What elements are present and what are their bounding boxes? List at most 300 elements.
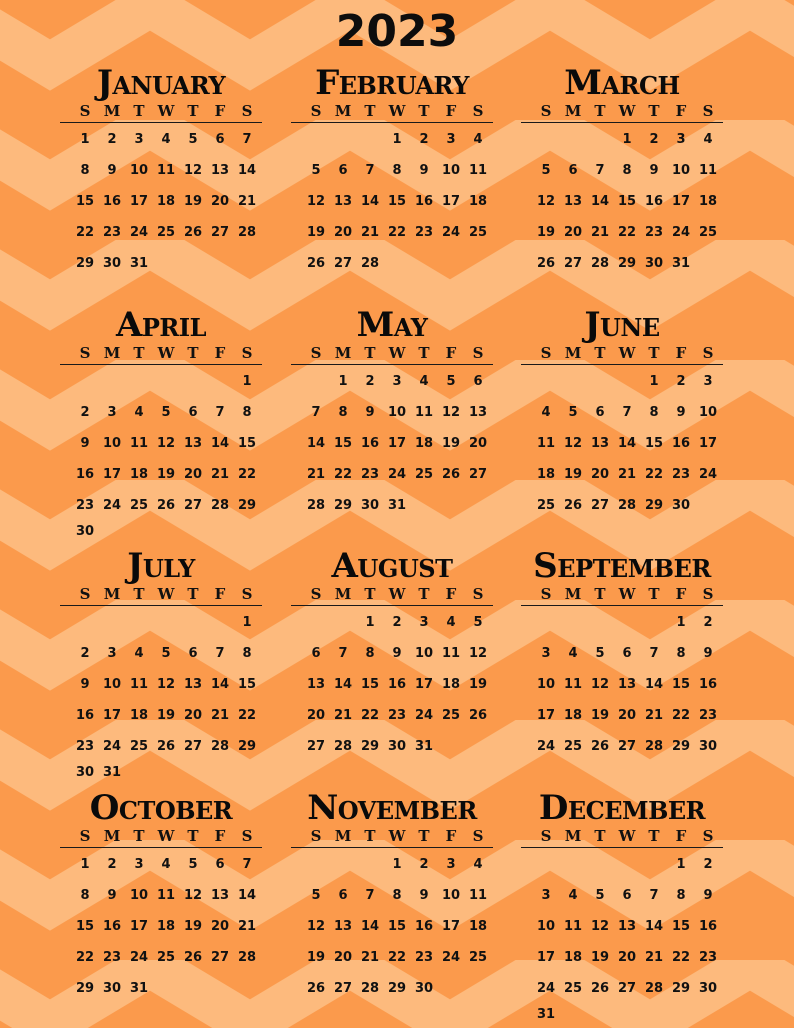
- day-number: 9: [107, 888, 117, 903]
- day-number: 31: [536, 1007, 556, 1022]
- day-number: 3: [446, 132, 456, 147]
- day-number: 30: [644, 256, 664, 271]
- weekday-label: M: [103, 827, 121, 845]
- day-number: 18: [129, 708, 149, 723]
- month-september: [517, 547, 727, 766]
- day-number: 14: [590, 194, 610, 209]
- day-number: 17: [536, 950, 556, 965]
- day-number: 14: [360, 919, 380, 934]
- day-number: 12: [306, 194, 326, 209]
- day-number: 26: [306, 256, 326, 271]
- day-number: 6: [215, 857, 225, 872]
- day-number: 13: [333, 194, 353, 209]
- day-number: 17: [102, 467, 122, 482]
- month-name: October: [89, 788, 233, 828]
- day-number: 13: [590, 436, 610, 451]
- weekday-label: S: [241, 102, 253, 120]
- day-number: 6: [473, 374, 483, 389]
- day-number: 20: [306, 708, 326, 723]
- day-number: 18: [698, 194, 718, 209]
- weekday-label: M: [564, 102, 582, 120]
- day-number: 30: [671, 498, 691, 513]
- weekday-label: T: [364, 827, 376, 845]
- day-number: 6: [338, 163, 348, 178]
- day-number: 29: [617, 256, 637, 271]
- day-number: 11: [156, 163, 176, 178]
- day-number: 15: [333, 436, 353, 451]
- day-number: 4: [134, 405, 144, 420]
- day-number: 15: [617, 194, 637, 209]
- day-number: 31: [387, 498, 407, 513]
- day-number: 6: [622, 646, 632, 661]
- day-number: 4: [568, 888, 578, 903]
- day-number: 27: [183, 739, 203, 754]
- day-number: 14: [237, 163, 257, 178]
- day-number: 2: [392, 615, 402, 630]
- day-number: 13: [210, 163, 230, 178]
- day-number: 9: [703, 646, 713, 661]
- day-number: 3: [676, 132, 686, 147]
- weekday-label: F: [675, 344, 687, 362]
- day-number: 16: [414, 919, 434, 934]
- day-number: 14: [644, 919, 664, 934]
- day-number: 22: [671, 708, 691, 723]
- day-number: 12: [536, 194, 556, 209]
- day-number: 28: [333, 739, 353, 754]
- day-number: 26: [156, 739, 176, 754]
- day-number: 4: [568, 646, 578, 661]
- day-number: 5: [595, 646, 605, 661]
- weekday-label: T: [594, 102, 606, 120]
- weekday-header: [521, 585, 723, 606]
- day-number: 6: [188, 405, 198, 420]
- weekday-label: T: [133, 102, 145, 120]
- day-number: 20: [210, 194, 230, 209]
- weekday-label: S: [241, 344, 253, 362]
- day-number: 25: [563, 981, 583, 996]
- weekday-label: W: [157, 102, 175, 120]
- day-number: 29: [75, 981, 95, 996]
- day-number: 1: [338, 374, 348, 389]
- day-number: 23: [75, 739, 95, 754]
- day-number: 28: [590, 256, 610, 271]
- day-number: 28: [617, 498, 637, 513]
- day-number: 24: [102, 498, 122, 513]
- weekday-label: W: [388, 827, 406, 845]
- day-number: 30: [698, 739, 718, 754]
- weekday-label: S: [472, 344, 484, 362]
- day-number: 8: [622, 163, 632, 178]
- weekday-label: S: [472, 585, 484, 603]
- day-number: 9: [365, 405, 375, 420]
- day-number: 23: [387, 708, 407, 723]
- day-number: 8: [365, 646, 375, 661]
- weekday-label: T: [418, 344, 430, 362]
- day-number: 19: [536, 225, 556, 240]
- weekday-label: T: [648, 102, 660, 120]
- weekday-header: [291, 344, 493, 365]
- day-number: 1: [365, 615, 375, 630]
- day-number: 25: [536, 498, 556, 513]
- day-number: 23: [671, 467, 691, 482]
- day-number: 19: [441, 436, 461, 451]
- day-number: 19: [156, 467, 176, 482]
- day-number: 31: [129, 981, 149, 996]
- day-number: 8: [649, 405, 659, 420]
- weekday-label: M: [103, 585, 121, 603]
- day-number: 27: [617, 739, 637, 754]
- day-number: 19: [183, 919, 203, 934]
- weekday-label: M: [564, 585, 582, 603]
- day-number: 12: [156, 436, 176, 451]
- day-number: 3: [541, 646, 551, 661]
- day-number: 22: [671, 950, 691, 965]
- month-days: [521, 848, 723, 1022]
- month-august: [287, 547, 497, 766]
- day-number: 29: [387, 981, 407, 996]
- weekday-label: S: [540, 585, 552, 603]
- day-number: 8: [338, 405, 348, 420]
- weekday-header: [291, 585, 493, 606]
- day-number: 12: [563, 436, 583, 451]
- day-number: 27: [468, 467, 488, 482]
- day-number: 31: [671, 256, 691, 271]
- day-number: 27: [333, 256, 353, 271]
- day-number: 22: [644, 467, 664, 482]
- day-number: 19: [468, 677, 488, 692]
- day-number: 21: [237, 919, 257, 934]
- weekday-label: T: [594, 585, 606, 603]
- weekday-label: S: [310, 585, 322, 603]
- day-number: 16: [698, 677, 718, 692]
- day-number: 17: [536, 708, 556, 723]
- day-number: 17: [414, 677, 434, 692]
- day-number: 24: [536, 981, 556, 996]
- day-number: 10: [387, 405, 407, 420]
- day-number: 25: [156, 950, 176, 965]
- day-number: 4: [161, 132, 171, 147]
- day-number: 12: [590, 919, 610, 934]
- day-number: 16: [387, 677, 407, 692]
- day-number: 21: [590, 225, 610, 240]
- day-number: 7: [338, 646, 348, 661]
- day-number: 4: [134, 646, 144, 661]
- day-number: 28: [210, 498, 230, 513]
- day-number: 23: [698, 950, 718, 965]
- month-name: January: [96, 63, 226, 103]
- day-number: 22: [387, 950, 407, 965]
- day-number: 20: [617, 950, 637, 965]
- day-number: 25: [129, 739, 149, 754]
- day-number: 6: [215, 132, 225, 147]
- weekday-label: T: [418, 585, 430, 603]
- weekday-label: F: [214, 585, 226, 603]
- day-number: 21: [306, 467, 326, 482]
- day-number: 12: [183, 888, 203, 903]
- weekday-label: M: [564, 344, 582, 362]
- day-number: 8: [242, 646, 252, 661]
- month-march: [517, 64, 727, 283]
- day-number: 18: [156, 194, 176, 209]
- day-number: 18: [129, 467, 149, 482]
- day-number: 14: [333, 677, 353, 692]
- weekday-label: T: [364, 102, 376, 120]
- day-number: 3: [134, 857, 144, 872]
- weekday-label: T: [648, 344, 660, 362]
- day-number: 26: [468, 708, 488, 723]
- day-number: 3: [134, 132, 144, 147]
- day-number: 14: [237, 888, 257, 903]
- weekday-label: T: [648, 827, 660, 845]
- weekday-label: T: [187, 827, 199, 845]
- month-days: [291, 123, 493, 283]
- day-number: 28: [237, 950, 257, 965]
- day-number: 1: [242, 374, 252, 389]
- day-number: 2: [107, 857, 117, 872]
- day-number: 9: [649, 163, 659, 178]
- day-number: 15: [75, 919, 95, 934]
- day-number: 21: [210, 467, 230, 482]
- weekday-header: [521, 827, 723, 848]
- day-number: 21: [237, 194, 257, 209]
- weekday-label: T: [648, 585, 660, 603]
- day-number: 8: [80, 888, 90, 903]
- day-number: 16: [102, 194, 122, 209]
- day-number: 31: [102, 765, 122, 780]
- day-number: 30: [387, 739, 407, 754]
- day-number: 1: [80, 132, 90, 147]
- day-number: 2: [649, 132, 659, 147]
- day-number: 14: [210, 436, 230, 451]
- day-number: 7: [215, 646, 225, 661]
- day-number: 31: [129, 256, 149, 271]
- day-number: 23: [102, 950, 122, 965]
- month-june: [517, 306, 727, 525]
- day-number: 14: [210, 677, 230, 692]
- day-number: 4: [473, 132, 483, 147]
- weekday-label: W: [618, 827, 636, 845]
- weekday-label: T: [187, 585, 199, 603]
- day-number: 28: [360, 256, 380, 271]
- day-number: 14: [306, 436, 326, 451]
- day-number: 17: [129, 919, 149, 934]
- day-number: 3: [446, 857, 456, 872]
- weekday-label: M: [103, 344, 121, 362]
- day-number: 6: [568, 163, 578, 178]
- month-january: [56, 64, 266, 283]
- weekday-label: W: [388, 344, 406, 362]
- weekday-label: W: [157, 344, 175, 362]
- day-number: 20: [333, 950, 353, 965]
- weekday-label: F: [675, 827, 687, 845]
- day-number: 1: [649, 374, 659, 389]
- day-number: 18: [468, 919, 488, 934]
- day-number: 3: [419, 615, 429, 630]
- day-number: 9: [419, 888, 429, 903]
- weekday-label: S: [540, 344, 552, 362]
- day-number: 23: [644, 225, 664, 240]
- day-number: 22: [360, 708, 380, 723]
- weekday-label: T: [133, 344, 145, 362]
- day-number: 27: [590, 498, 610, 513]
- day-number: 5: [473, 615, 483, 630]
- day-number: 10: [536, 677, 556, 692]
- day-number: 24: [441, 225, 461, 240]
- weekday-label: S: [472, 102, 484, 120]
- day-number: 15: [360, 677, 380, 692]
- day-number: 12: [306, 919, 326, 934]
- day-number: 25: [129, 498, 149, 513]
- day-number: 18: [563, 950, 583, 965]
- day-number: 17: [102, 708, 122, 723]
- day-number: 28: [644, 739, 664, 754]
- calendar-year-title: 2023: [335, 6, 459, 57]
- day-number: 2: [107, 132, 117, 147]
- day-number: 13: [183, 677, 203, 692]
- day-number: 29: [671, 981, 691, 996]
- day-number: 9: [80, 436, 90, 451]
- day-number: 5: [311, 163, 321, 178]
- day-number: 3: [392, 374, 402, 389]
- weekday-header: [60, 102, 262, 123]
- day-number: 7: [215, 405, 225, 420]
- day-number: 6: [338, 888, 348, 903]
- month-days: [291, 848, 493, 1008]
- day-number: 7: [242, 857, 252, 872]
- weekday-label: S: [79, 102, 91, 120]
- day-number: 25: [563, 739, 583, 754]
- month-december: [517, 788, 727, 1022]
- day-number: 10: [698, 405, 718, 420]
- day-number: 17: [441, 919, 461, 934]
- day-number: 26: [306, 981, 326, 996]
- day-number: 19: [563, 467, 583, 482]
- day-number: 3: [541, 888, 551, 903]
- day-number: 15: [671, 677, 691, 692]
- day-number: 21: [360, 225, 380, 240]
- weekday-header: [521, 102, 723, 123]
- day-number: 23: [698, 708, 718, 723]
- month-days: [521, 606, 723, 766]
- day-number: 28: [360, 981, 380, 996]
- month-name: November: [307, 788, 477, 828]
- day-number: 8: [676, 646, 686, 661]
- day-number: 15: [387, 194, 407, 209]
- day-number: 18: [414, 436, 434, 451]
- month-days: [291, 606, 493, 766]
- day-number: 4: [446, 615, 456, 630]
- day-number: 8: [392, 163, 402, 178]
- day-number: 30: [698, 981, 718, 996]
- day-number: 8: [676, 888, 686, 903]
- day-number: 30: [75, 765, 95, 780]
- day-number: 11: [129, 436, 149, 451]
- day-number: 13: [333, 919, 353, 934]
- day-number: 8: [392, 888, 402, 903]
- day-number: 20: [183, 467, 203, 482]
- day-number: 23: [360, 467, 380, 482]
- weekday-label: S: [540, 827, 552, 845]
- day-number: 9: [703, 888, 713, 903]
- day-number: 4: [703, 132, 713, 147]
- month-october: [56, 789, 266, 1008]
- day-number: 24: [129, 950, 149, 965]
- day-number: 11: [468, 163, 488, 178]
- day-number: 16: [698, 919, 718, 934]
- day-number: 14: [644, 677, 664, 692]
- day-number: 24: [671, 225, 691, 240]
- month-april: [56, 305, 266, 539]
- day-number: 10: [671, 163, 691, 178]
- day-number: 25: [156, 225, 176, 240]
- day-number: 29: [237, 498, 257, 513]
- day-number: 7: [649, 646, 659, 661]
- day-number: 12: [183, 163, 203, 178]
- day-number: 21: [644, 708, 664, 723]
- day-number: 19: [156, 708, 176, 723]
- day-number: 17: [387, 436, 407, 451]
- day-number: 6: [188, 646, 198, 661]
- weekday-label: S: [310, 344, 322, 362]
- day-number: 30: [102, 981, 122, 996]
- day-number: 20: [617, 708, 637, 723]
- weekday-label: S: [702, 585, 714, 603]
- day-number: 25: [468, 950, 488, 965]
- day-number: 26: [590, 981, 610, 996]
- weekday-label: F: [214, 344, 226, 362]
- day-number: 14: [617, 436, 637, 451]
- day-number: 4: [161, 857, 171, 872]
- day-number: 15: [644, 436, 664, 451]
- day-number: 24: [698, 467, 718, 482]
- day-number: 12: [590, 677, 610, 692]
- weekday-label: T: [594, 827, 606, 845]
- day-number: 16: [671, 436, 691, 451]
- month-name: July: [127, 546, 195, 586]
- day-number: 24: [414, 708, 434, 723]
- day-number: 24: [102, 739, 122, 754]
- day-number: 19: [306, 950, 326, 965]
- day-number: 26: [183, 225, 203, 240]
- day-number: 22: [237, 708, 257, 723]
- day-number: 25: [414, 467, 434, 482]
- day-number: 4: [419, 374, 429, 389]
- day-number: 1: [392, 132, 402, 147]
- month-name: May: [356, 305, 428, 345]
- weekday-label: T: [418, 827, 430, 845]
- day-number: 2: [80, 646, 90, 661]
- weekday-label: F: [675, 102, 687, 120]
- day-number: 5: [446, 374, 456, 389]
- day-number: 22: [387, 225, 407, 240]
- day-number: 13: [306, 677, 326, 692]
- weekday-header: [60, 344, 262, 365]
- day-number: 2: [676, 374, 686, 389]
- day-number: 3: [107, 646, 117, 661]
- day-number: 21: [333, 708, 353, 723]
- day-number: 5: [311, 888, 321, 903]
- day-number: 22: [237, 467, 257, 482]
- day-number: 2: [365, 374, 375, 389]
- weekday-label: S: [310, 102, 322, 120]
- weekday-label: S: [702, 827, 714, 845]
- day-number: 11: [563, 677, 583, 692]
- day-number: 15: [671, 919, 691, 934]
- day-number: 16: [75, 467, 95, 482]
- weekday-label: F: [675, 585, 687, 603]
- day-number: 26: [590, 739, 610, 754]
- day-number: 18: [468, 194, 488, 209]
